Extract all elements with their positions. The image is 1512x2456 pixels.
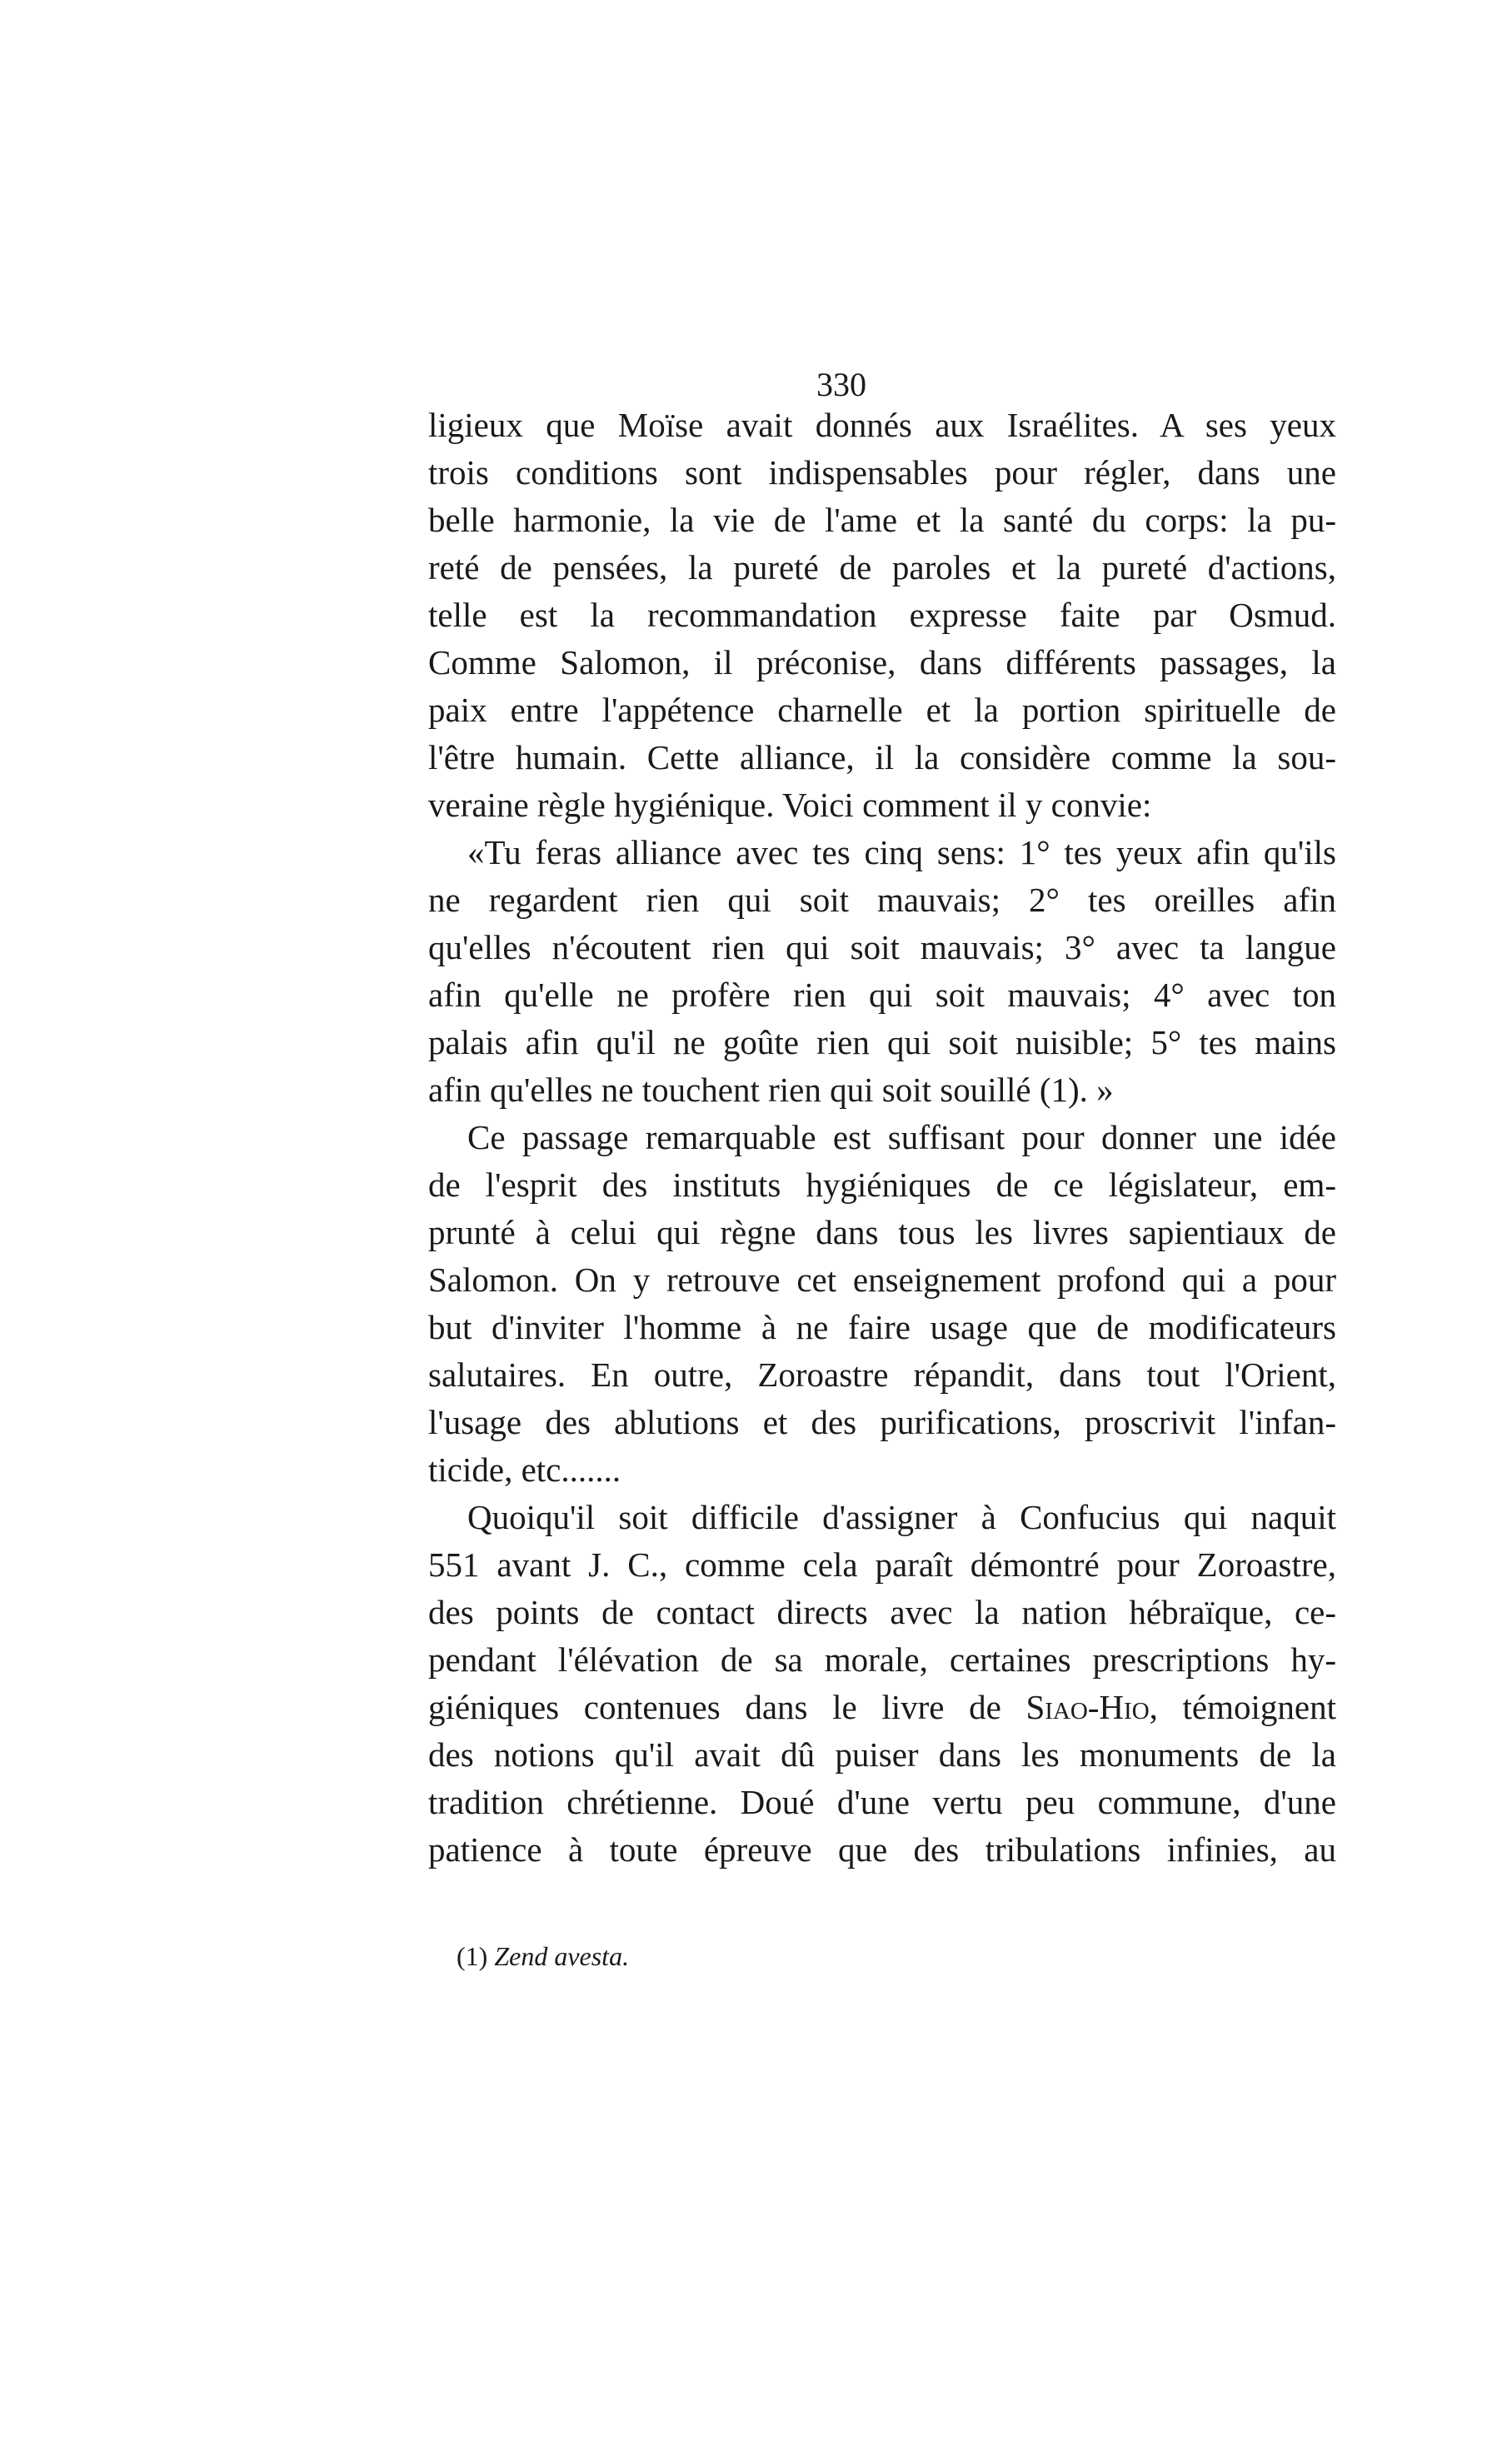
footnote-text: Zend avesta. — [494, 1941, 630, 1971]
page-number: 330 — [816, 366, 866, 403]
text-line: ligieux que Moïse avait donnés aux Israélites. A ses yeux — [428, 406, 1336, 444]
text-line: palais afin qu'il ne goûte rien qui soit nuisible; 5° tes mains — [428, 1023, 1336, 1061]
book-title-smallcaps: Siao-Hio — [1025, 1688, 1150, 1726]
text-line: reté de pensées, la pureté de paroles et la pureté d'actions, — [428, 548, 1336, 587]
footnote-marker: (1) — [457, 1941, 488, 1971]
text-line: l'usage des ablutions et des purifications, proscrivit l'infan- — [428, 1403, 1336, 1441]
text-line: telle est la recommandation expresse faite par Osmud. — [428, 596, 1336, 634]
text-line: paix entre l'appétence charnelle et la portion spirituelle de — [428, 691, 1336, 729]
text-line: afin qu'elles ne touchent rien qui soit souillé (1). » — [428, 1071, 1114, 1109]
text-line: 551 avant J. C., comme cela paraît démontré pour Zoroastre, — [428, 1545, 1336, 1584]
text-line: des notions qu'il avait dû puiser dans les monuments de la — [428, 1735, 1336, 1774]
quote-line: «Tu feras alliance avec tes cinq sens: 1° tes yeux afin qu'ils — [467, 833, 1336, 871]
body-text — [428, 402, 1336, 1874]
text-line: tradition chrétienne. Doué d'une vertu peu commune, d'une — [428, 1783, 1336, 1821]
text-line — [428, 1684, 1336, 1731]
text-line: pendant l'élévation de sa morale, certaines prescriptions hy- — [428, 1640, 1336, 1679]
text-line: belle harmonie, la vie de l'ame et la santé du corps: la pu- — [428, 501, 1336, 539]
paragraph-start-line: Ce passage remarquable est suffisant pour donner une idée — [467, 1118, 1336, 1156]
text-line: des points de contact directs avec la nation hébraïque, ce- — [428, 1593, 1336, 1631]
text-line: ticide, etc....... — [428, 1450, 621, 1489]
text-line: ne regardent rien qui soit mauvais; 2° tes oreilles afin — [428, 881, 1336, 919]
text-line: prunté à celui qui règne dans tous les livres sapientiaux de — [428, 1213, 1336, 1251]
text-line: l'être humain. Cette alliance, il la considère comme la sou- — [428, 738, 1336, 776]
paragraph-start-line: Quoiqu'il soit difficile d'assigner à Confucius qui naquit — [467, 1498, 1336, 1536]
text-line: but d'inviter l'homme à ne faire usage que de modificateurs — [428, 1308, 1336, 1346]
footnote — [457, 1941, 629, 1972]
text-segment: , témoignent — [1149, 1688, 1336, 1726]
text-line: trois conditions sont indispensables pour régler, dans une — [428, 453, 1336, 492]
text-line: afin qu'elle ne profère rien qui soit mauvais; 4° avec ton — [428, 976, 1336, 1014]
text-segment: giéniques contenues dans le livre de — [428, 1688, 1026, 1726]
text-line: Salomon. On y retrouve cet enseignement profond qui a pour — [428, 1260, 1336, 1299]
text-line: patience à toute épreuve que des tribulations infinies, au — [428, 1830, 1336, 1869]
text-line: qu'elles n'écoutent rien qui soit mauvais; 3° avec ta langue — [428, 928, 1336, 966]
text-line: de l'esprit des instituts hygiéniques de ce législateur, em- — [428, 1166, 1336, 1204]
text-line: salutaires. En outre, Zoroastre répandit, dans tout l'Orient, — [428, 1355, 1336, 1394]
text-line: veraine règle hygiénique. Voici comment il y convie: — [428, 786, 1152, 824]
text-line: Comme Salomon, il préconise, dans différents passages, la — [428, 643, 1336, 681]
